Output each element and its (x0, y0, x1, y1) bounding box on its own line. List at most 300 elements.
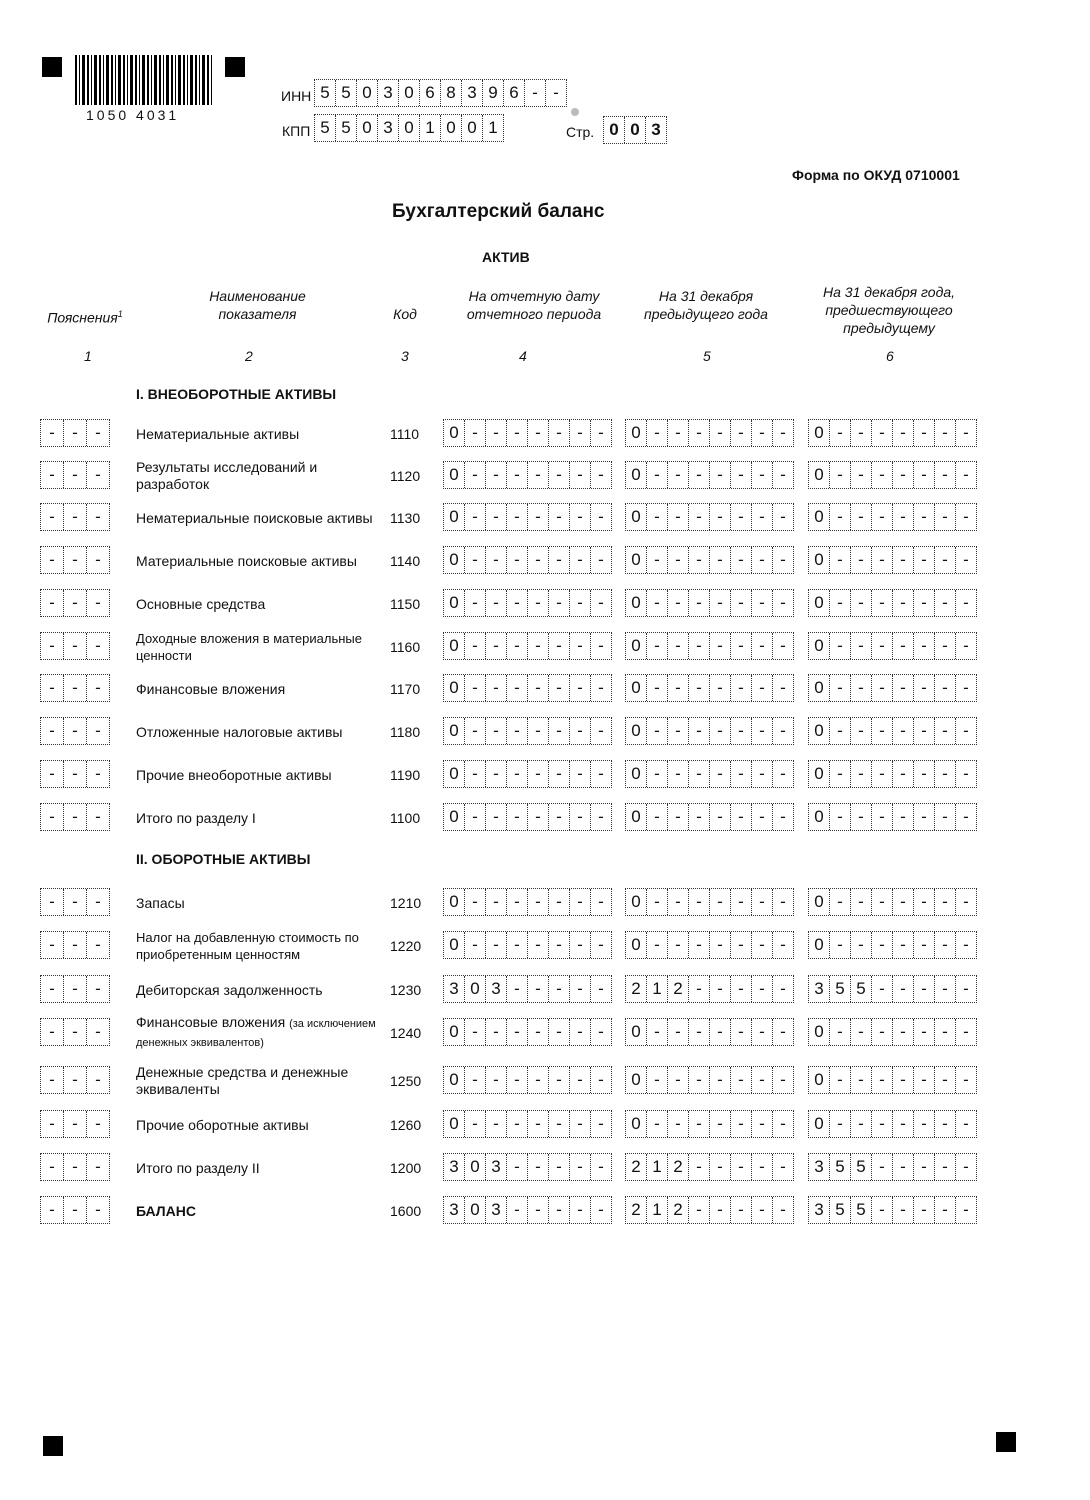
indicator-name (136, 1065, 376, 1097)
value-cell: - (914, 976, 935, 1002)
value-cell: - (731, 420, 752, 446)
inn-cell: - (525, 80, 546, 106)
form-code: Форма по ОКУД 0710001 (792, 167, 960, 183)
value-cell: - (851, 718, 872, 744)
value-cell: - (893, 1154, 914, 1180)
value-cell: - (465, 420, 486, 446)
indicator-name-text: Доходные вложения в материальные ценности (136, 631, 362, 663)
indicator-code: 1250 (390, 1073, 422, 1089)
value-cell: 2 (668, 976, 689, 1002)
section-heading-aktiv: АКТИВ (482, 249, 530, 265)
value-cell: - (710, 889, 731, 915)
value-cell: - (549, 1067, 570, 1093)
explanation-cell: - (95, 465, 101, 484)
value-cell: - (549, 590, 570, 616)
value-cell: - (668, 547, 689, 573)
value-cell: - (935, 547, 956, 573)
value-cell: - (710, 633, 731, 659)
value-cell: - (752, 804, 773, 830)
indicator-name-text: Финансовые вложения (136, 680, 286, 697)
value-cell: - (598, 807, 604, 826)
explanation-cell: - (41, 547, 64, 573)
value-col4 (443, 503, 612, 531)
value-cell: - (851, 675, 872, 701)
value-col6 (808, 1153, 977, 1181)
value-cell: 0 (626, 420, 647, 446)
indicator-name (136, 930, 376, 962)
value-cell: - (914, 761, 935, 787)
value-col4 (443, 589, 612, 617)
value-cell: - (963, 507, 969, 526)
value-cell: - (710, 1019, 731, 1045)
indicator-name (136, 418, 376, 450)
value-cell: - (731, 804, 752, 830)
value-cell: - (731, 462, 752, 488)
indicator-name (136, 502, 376, 534)
value-cell: - (570, 633, 591, 659)
header-col1-sup: 1 (117, 309, 123, 319)
value-cell: - (851, 889, 872, 915)
value-cell: - (598, 507, 604, 526)
inn-cell: - (553, 83, 559, 102)
explanation-cell: - (64, 976, 87, 1002)
value-cell: - (963, 1114, 969, 1133)
value-col6 (808, 674, 977, 702)
value-cell: - (528, 932, 549, 958)
explanation-cell: - (95, 807, 101, 826)
indicator-code: 1150 (390, 596, 421, 612)
value-cell: 0 (626, 932, 647, 958)
value-col4 (443, 975, 612, 1003)
value-cell: - (731, 1197, 752, 1223)
value-cell: - (668, 420, 689, 446)
value-col6 (808, 931, 977, 959)
value-cell: - (689, 932, 710, 958)
explanation-field (40, 1196, 110, 1224)
indicator-name (136, 759, 376, 791)
value-cell: - (528, 633, 549, 659)
value-cell: - (689, 633, 710, 659)
value-cell: - (914, 420, 935, 446)
value-cell: - (710, 462, 731, 488)
value-cell: - (507, 761, 528, 787)
value-cell: - (780, 1200, 786, 1219)
value-cell: 0 (465, 976, 486, 1002)
value-cell: 5 (851, 1197, 872, 1223)
value-cell: 3 (486, 1197, 507, 1223)
explanation-cell: - (95, 550, 101, 569)
value-cell: - (914, 1154, 935, 1180)
value-cell: 0 (809, 504, 830, 530)
value-cell: 0 (626, 889, 647, 915)
value-cell: - (963, 1070, 969, 1089)
value-cell: - (710, 761, 731, 787)
kpp-cell: 0 (441, 115, 462, 141)
value-cell: - (570, 1197, 591, 1223)
value-cell: - (752, 504, 773, 530)
value-cell: - (780, 721, 786, 740)
value-cell: - (963, 1200, 969, 1219)
explanation-cell: - (95, 1200, 101, 1219)
value-cell: - (465, 590, 486, 616)
explanation-cell: - (41, 976, 64, 1002)
value-cell: 3 (444, 1197, 465, 1223)
indicator-code: 1260 (390, 1117, 422, 1133)
value-col5 (625, 1066, 794, 1094)
value-col6 (808, 803, 977, 831)
value-cell: - (486, 761, 507, 787)
value-cell: - (570, 1111, 591, 1137)
value-cell: - (914, 718, 935, 744)
value-cell: - (528, 1197, 549, 1223)
value-col6 (808, 589, 977, 617)
value-cell: - (780, 807, 786, 826)
value-cell: - (528, 504, 549, 530)
value-cell: - (731, 590, 752, 616)
value-cell: - (872, 590, 893, 616)
value-col4 (443, 674, 612, 702)
value-cell: - (893, 976, 914, 1002)
value-cell: - (486, 462, 507, 488)
value-cell: - (598, 423, 604, 442)
value-cell: - (914, 504, 935, 530)
value-cell: - (752, 761, 773, 787)
explanation-field (40, 546, 110, 574)
indicator-name-text: Дебиторская задолженность (136, 981, 323, 998)
value-cell: - (689, 976, 710, 1002)
value-cell: - (893, 1111, 914, 1137)
value-cell: 0 (809, 804, 830, 830)
value-cell: - (851, 420, 872, 446)
explanation-cell: - (95, 423, 101, 442)
value-cell: 2 (626, 1154, 647, 1180)
indicator-name-text: БАЛАНС (136, 1202, 196, 1219)
value-cell: - (689, 761, 710, 787)
value-cell: - (465, 761, 486, 787)
value-cell: - (549, 718, 570, 744)
value-col4 (443, 1110, 612, 1138)
value-cell: - (689, 462, 710, 488)
value-cell: - (963, 593, 969, 612)
value-cell: 0 (465, 1197, 486, 1223)
value-cell: - (710, 420, 731, 446)
value-cell: - (830, 932, 851, 958)
value-cell: - (731, 889, 752, 915)
value-cell: - (689, 1154, 710, 1180)
value-cell: - (507, 462, 528, 488)
explanation-cell: - (95, 721, 101, 740)
value-col4 (443, 1196, 612, 1224)
value-cell: - (963, 764, 969, 783)
indicator-name-text: Денежные средства и денежные эквиваленты (136, 1064, 349, 1097)
explanation-cell: - (64, 1019, 87, 1045)
value-cell: - (528, 420, 549, 446)
value-cell: - (963, 550, 969, 569)
value-cell: 1 (647, 976, 668, 1002)
value-cell: - (752, 675, 773, 701)
value-cell: 0 (444, 590, 465, 616)
table-row (0, 460, 1090, 492)
value-cell: - (872, 633, 893, 659)
explanation-field (40, 931, 110, 959)
value-col4 (443, 1153, 612, 1181)
value-cell: - (465, 718, 486, 744)
indicator-code: 1160 (390, 639, 421, 655)
value-cell: - (570, 1154, 591, 1180)
explanation-cell: - (95, 1070, 101, 1089)
explanation-cell: - (95, 935, 101, 954)
value-cell: 0 (444, 1019, 465, 1045)
value-cell: - (963, 1157, 969, 1176)
value-cell: - (549, 889, 570, 915)
value-cell: - (528, 761, 549, 787)
value-cell: - (872, 420, 893, 446)
value-cell: - (486, 718, 507, 744)
indicator-name (136, 1014, 376, 1049)
explanation-cell: - (41, 462, 64, 488)
value-col4 (443, 546, 612, 574)
value-col4 (443, 888, 612, 916)
value-cell: - (486, 420, 507, 446)
value-cell: 0 (626, 1019, 647, 1045)
indicator-name-text: Основные средства (136, 595, 266, 612)
value-cell: 3 (444, 1154, 465, 1180)
value-cell: - (830, 1067, 851, 1093)
value-cell: - (731, 976, 752, 1002)
value-cell: - (598, 979, 604, 998)
value-col5 (625, 803, 794, 831)
value-cell: - (851, 804, 872, 830)
explanation-field (40, 888, 110, 916)
value-cell: - (647, 1067, 668, 1093)
value-cell: 0 (809, 675, 830, 701)
value-col5 (625, 931, 794, 959)
indicator-name-text: Прочие внеоборотные активы (136, 766, 332, 783)
value-cell: 0 (626, 462, 647, 488)
value-cell: - (731, 932, 752, 958)
value-cell: - (851, 761, 872, 787)
value-cell: - (486, 804, 507, 830)
explanation-field (40, 461, 110, 489)
value-cell: - (710, 590, 731, 616)
kpp-cell: 0 (462, 115, 483, 141)
value-cell: 0 (444, 889, 465, 915)
value-cell: - (851, 932, 872, 958)
value-cell: - (668, 1067, 689, 1093)
value-cell: - (851, 1111, 872, 1137)
value-col5 (625, 717, 794, 745)
value-cell: - (893, 1019, 914, 1045)
explanation-cell: - (41, 675, 64, 701)
header-col6: На 31 декабря года, предшествующего предыдущему (823, 284, 955, 336)
value-cell: - (780, 935, 786, 954)
page-cell: 0 (625, 117, 646, 143)
value-cell: - (851, 1019, 872, 1045)
value-cell: - (731, 1067, 752, 1093)
explanation-cell: - (64, 932, 87, 958)
value-cell: - (668, 761, 689, 787)
corner-marker-bottom-right (996, 1432, 1016, 1452)
col-number-4: 4 (519, 348, 527, 364)
value-cell: - (830, 675, 851, 701)
value-cell: - (528, 547, 549, 573)
value-col6 (808, 717, 977, 745)
value-cell: - (507, 1111, 528, 1137)
explanation-cell: - (41, 889, 64, 915)
explanation-cell: - (64, 1067, 87, 1093)
value-cell: - (689, 1111, 710, 1137)
col-number-2: 2 (245, 348, 253, 364)
value-cell: - (486, 1111, 507, 1137)
value-cell: - (851, 633, 872, 659)
value-cell: 0 (809, 590, 830, 616)
header-col1-text: Пояснения (47, 309, 118, 326)
value-cell: - (507, 976, 528, 1002)
table-row (0, 1109, 1090, 1141)
value-cell: - (780, 678, 786, 697)
value-cell: - (893, 675, 914, 701)
value-cell: - (507, 1154, 528, 1180)
value-col4 (443, 717, 612, 745)
inn-cell: 0 (399, 80, 420, 106)
value-cell: - (872, 976, 893, 1002)
value-cell: - (668, 675, 689, 701)
value-cell: - (598, 1114, 604, 1133)
explanation-cell: - (95, 979, 101, 998)
value-cell: - (689, 1067, 710, 1093)
value-cell: - (598, 935, 604, 954)
value-cell: - (780, 636, 786, 655)
value-cell: - (598, 678, 604, 697)
value-cell: 5 (851, 1154, 872, 1180)
value-col5 (625, 546, 794, 574)
value-cell: - (549, 804, 570, 830)
value-cell: - (872, 761, 893, 787)
value-cell: - (647, 889, 668, 915)
indicator-name (136, 631, 376, 663)
value-cell: - (570, 462, 591, 488)
value-cell: - (935, 1019, 956, 1045)
indicator-name (136, 1195, 376, 1227)
value-col5 (625, 975, 794, 1003)
value-cell: - (752, 932, 773, 958)
table-row (0, 759, 1090, 791)
value-cell: - (528, 976, 549, 1002)
explanation-field (40, 1066, 110, 1094)
value-cell: - (710, 804, 731, 830)
explanation-cell: - (64, 633, 87, 659)
value-cell: - (598, 550, 604, 569)
value-cell: - (935, 976, 956, 1002)
explanation-cell: - (64, 804, 87, 830)
value-cell: - (668, 504, 689, 530)
inn-cell: 5 (315, 80, 336, 106)
value-cell: - (647, 420, 668, 446)
value-cell: 2 (626, 1197, 647, 1223)
indicator-code: 1140 (390, 553, 421, 569)
value-cell: - (668, 462, 689, 488)
value-cell: 0 (809, 1019, 830, 1045)
kpp-cell: 5 (336, 115, 357, 141)
value-cell: - (486, 1019, 507, 1045)
value-cell: - (872, 1019, 893, 1045)
value-cell: 0 (444, 932, 465, 958)
indicator-name-text: Итого по разделу I (136, 809, 256, 826)
value-cell: - (647, 504, 668, 530)
value-cell: 0 (809, 1111, 830, 1137)
indicator-name-text: Нематериальные активы (136, 425, 300, 442)
value-cell: - (935, 718, 956, 744)
value-cell: - (570, 932, 591, 958)
value-cell: - (752, 590, 773, 616)
value-cell: - (914, 462, 935, 488)
indicator-name-text: Отложенные налоговые активы (136, 723, 343, 740)
value-cell: - (893, 590, 914, 616)
value-cell: - (668, 932, 689, 958)
value-cell: - (780, 892, 786, 911)
explanation-cell: - (64, 1197, 87, 1223)
value-cell: - (465, 1067, 486, 1093)
indicator-note: (за исключением денежных эквивалентов) (136, 1018, 376, 1049)
value-cell: - (914, 547, 935, 573)
value-cell: - (914, 889, 935, 915)
value-cell: - (830, 761, 851, 787)
value-cell: - (647, 590, 668, 616)
value-cell: 0 (444, 1067, 465, 1093)
value-cell: - (872, 675, 893, 701)
value-cell: - (598, 1070, 604, 1089)
value-cell: - (528, 889, 549, 915)
page-cell: 3 (651, 120, 661, 139)
page-label: Стр. (566, 124, 595, 140)
indicator-name (136, 1109, 376, 1141)
value-cell: 0 (444, 675, 465, 701)
value-cell: - (710, 1154, 731, 1180)
value-cell: 0 (444, 718, 465, 744)
indicator-name (136, 673, 376, 705)
value-cell: - (528, 718, 549, 744)
value-col6 (808, 503, 977, 531)
value-cell: 3 (444, 976, 465, 1002)
value-cell: - (935, 761, 956, 787)
table-row (0, 1014, 1090, 1049)
explanation-cell: - (64, 1111, 87, 1137)
value-cell: 0 (809, 547, 830, 573)
value-cell: - (486, 675, 507, 701)
value-cell: - (647, 547, 668, 573)
value-cell: 0 (444, 804, 465, 830)
value-cell: - (549, 976, 570, 1002)
value-cell: 2 (626, 976, 647, 1002)
value-cell: - (486, 932, 507, 958)
section-1-heading: I. ВНЕОБОРОТНЫЕ АКТИВЫ (136, 386, 337, 402)
value-cell: - (668, 590, 689, 616)
indicator-name (136, 974, 376, 1006)
indicator-name (136, 887, 376, 919)
value-cell: - (893, 420, 914, 446)
value-cell: - (647, 718, 668, 744)
value-cell: - (549, 547, 570, 573)
value-cell: - (731, 633, 752, 659)
value-cell: - (570, 547, 591, 573)
kpp-cell: 0 (357, 115, 378, 141)
value-cell: - (780, 550, 786, 569)
value-cell: - (465, 889, 486, 915)
value-cell: - (830, 504, 851, 530)
value-cell: - (528, 675, 549, 701)
value-cell: 0 (444, 462, 465, 488)
value-cell: - (963, 1022, 969, 1041)
